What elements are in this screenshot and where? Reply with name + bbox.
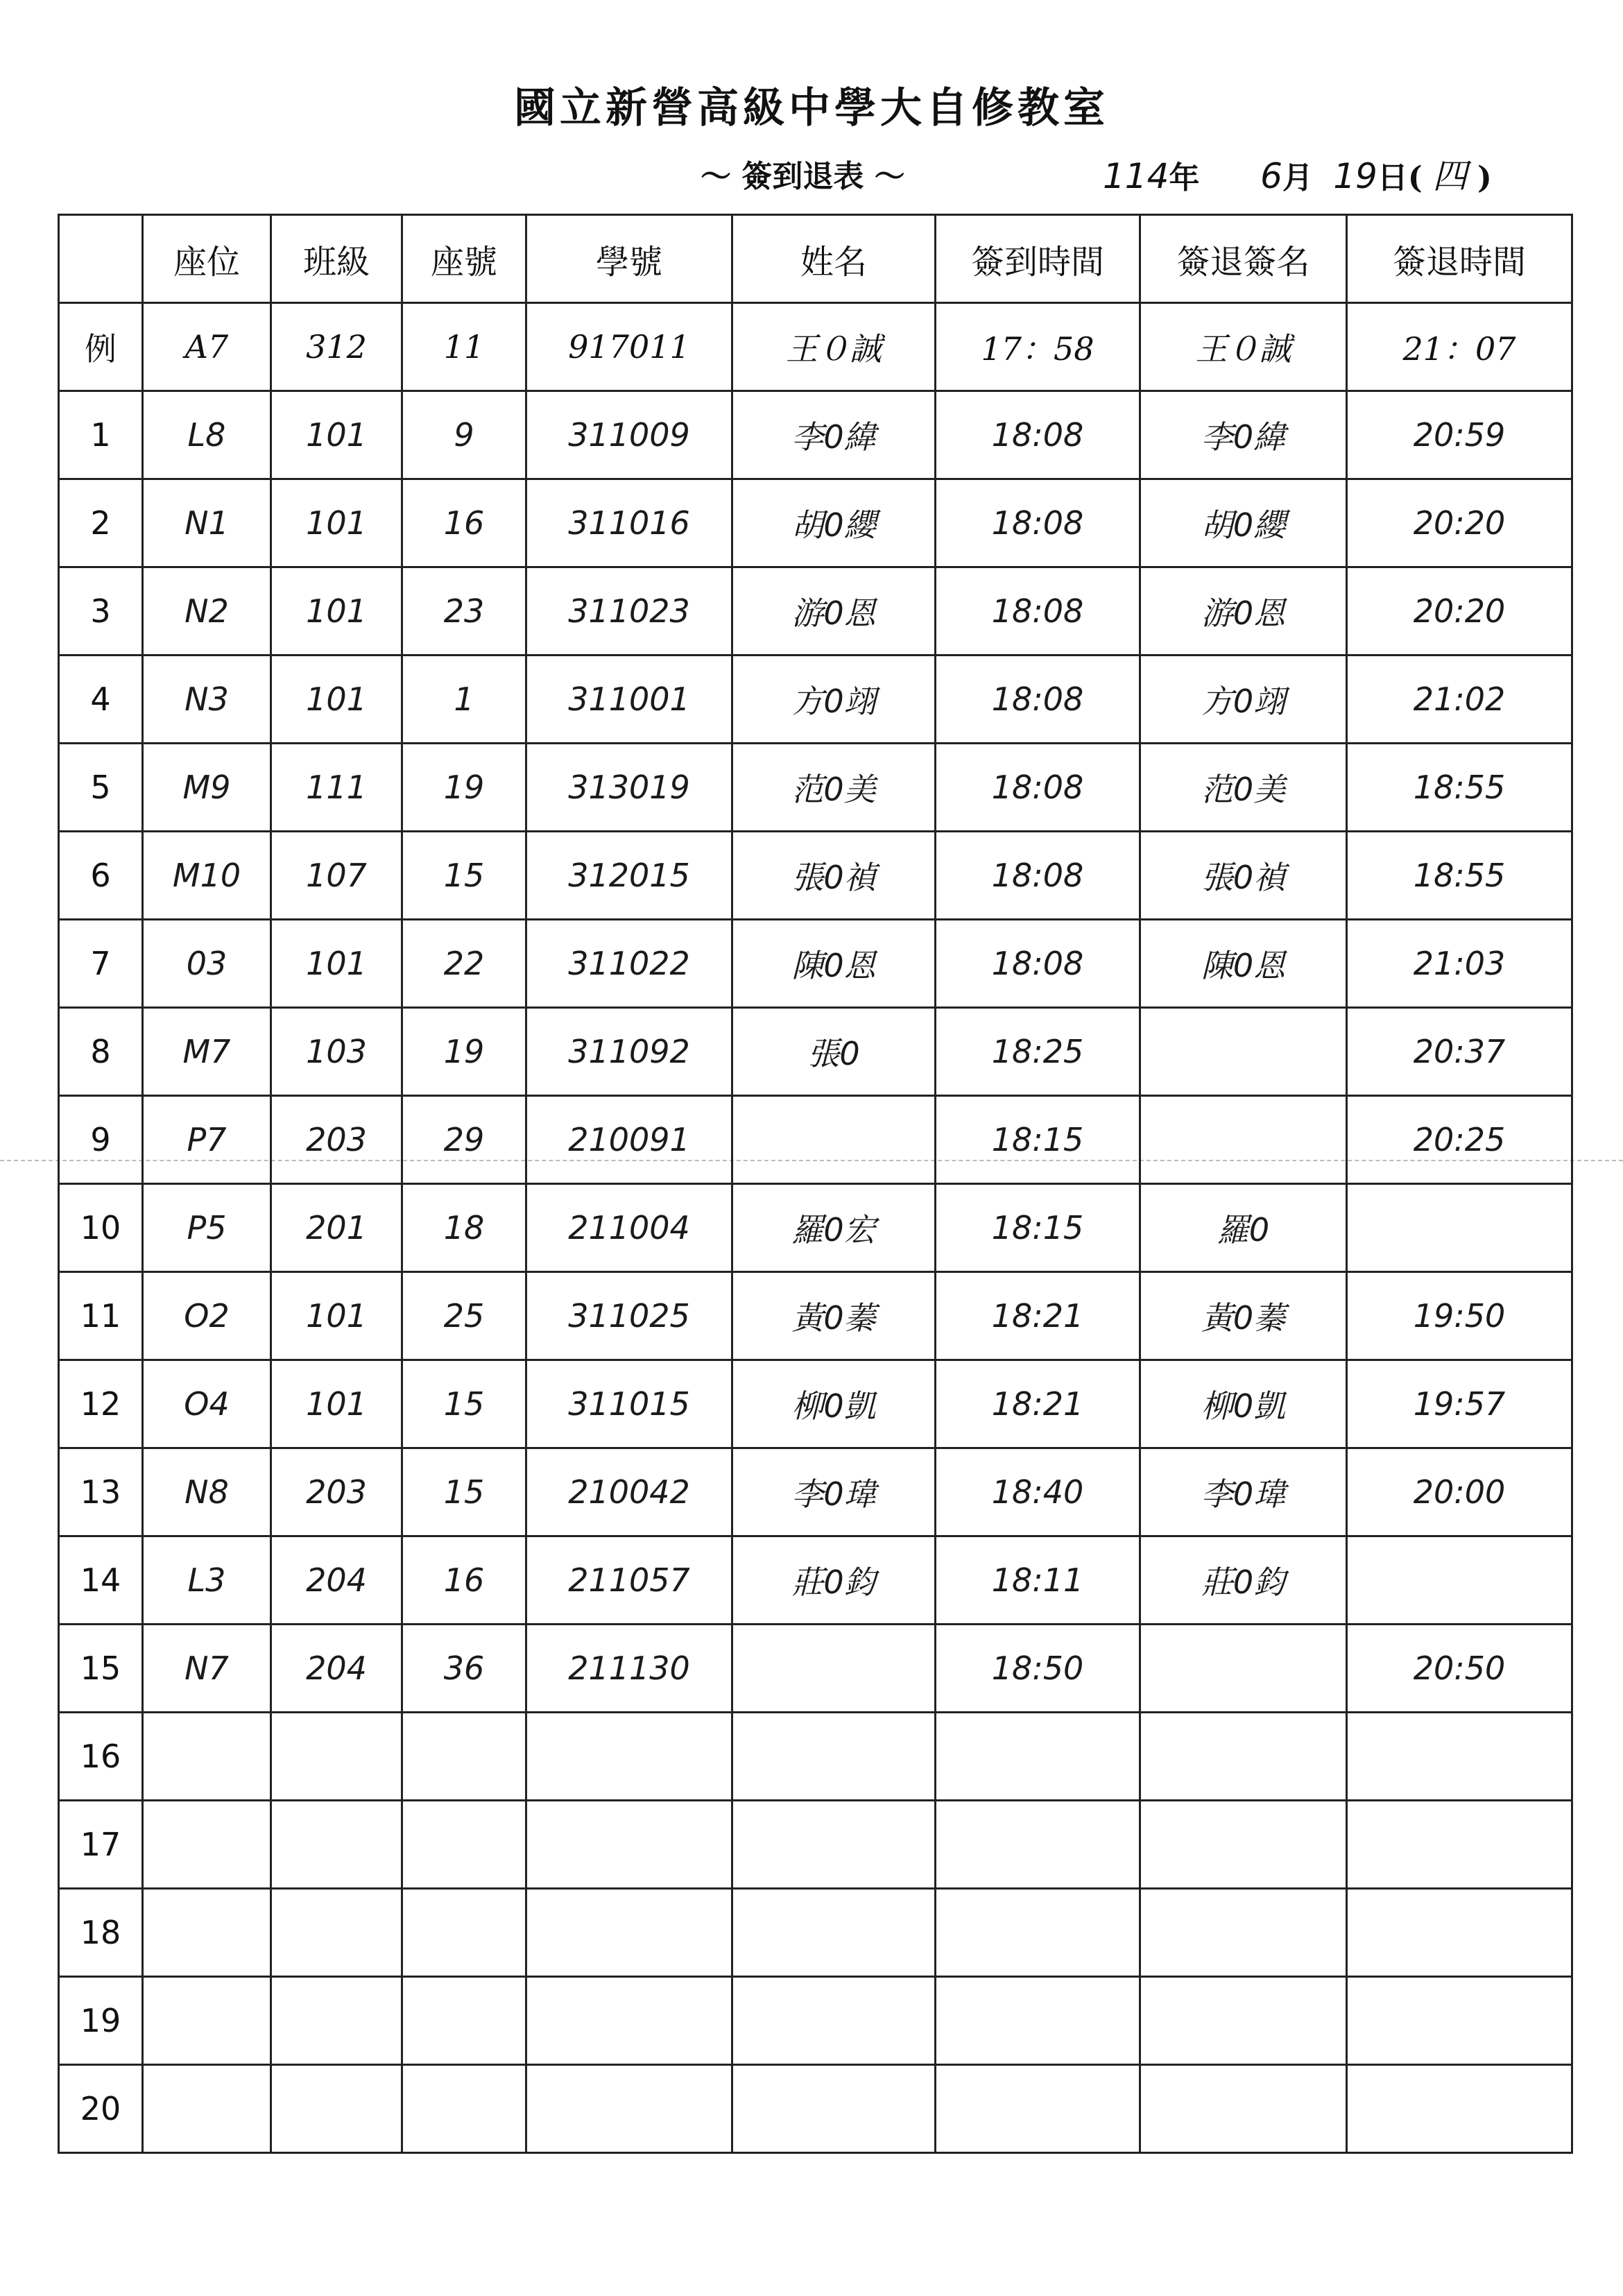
table-row xyxy=(59,1272,1572,1360)
cell-sign-out-signature: 范0美 xyxy=(1140,744,1347,832)
cell-class: 101 xyxy=(271,920,402,1008)
cell-class: 107 xyxy=(271,832,402,920)
cell-seat: L8 xyxy=(143,391,271,479)
cell-class xyxy=(271,1713,402,1801)
cell-sign-out-time: 21:03 xyxy=(1347,920,1572,1008)
cell-student-id: 313019 xyxy=(526,744,732,832)
row-number: 5 xyxy=(59,744,143,832)
cell-student-id: 311009 xyxy=(526,391,732,479)
cell-seat xyxy=(143,2065,271,2153)
cell-name: 柳0凱 xyxy=(732,1360,936,1448)
cell-seat xyxy=(143,1713,271,1801)
cell-sign-out-signature xyxy=(1140,1713,1347,1801)
cell-sign-in-time: 18:25 xyxy=(936,1008,1140,1096)
table-row xyxy=(59,1977,1572,2065)
cell-sign-out-time: 18:55 xyxy=(1347,832,1572,920)
cell-sign-out-time xyxy=(1347,1536,1572,1625)
row-number: 13 xyxy=(59,1448,143,1536)
cell-student-id xyxy=(526,1713,732,1801)
date-day: 19 xyxy=(1333,156,1377,196)
cell-seat xyxy=(143,1889,271,1977)
cell-class xyxy=(271,1801,402,1889)
table-row xyxy=(59,1008,1572,1096)
row-number: 15 xyxy=(59,1625,143,1713)
cell-class: 101 xyxy=(271,1360,402,1448)
table-row xyxy=(59,656,1572,744)
cell-name: 張0 xyxy=(732,1008,936,1096)
sign-in-sheet xyxy=(58,214,1571,2189)
cell-student-id: 311023 xyxy=(526,567,732,656)
cell-sign-in-time: 18:08 xyxy=(936,744,1140,832)
cell-sign-out-time: 20:50 xyxy=(1347,1625,1572,1713)
cell-student-id: 311022 xyxy=(526,920,732,1008)
cell-sign-out-time xyxy=(1347,1801,1572,1889)
cell-student-id: 210042 xyxy=(526,1448,732,1536)
row-number: 7 xyxy=(59,920,143,1008)
cell-sign-out-time: 21:02 xyxy=(1347,656,1572,744)
cell-class: 203 xyxy=(271,1448,402,1536)
row-number: 1 xyxy=(59,391,143,479)
cell-name: 李0緯 xyxy=(732,391,936,479)
table-row xyxy=(59,2065,1572,2153)
cell-name: 胡0纓 xyxy=(732,479,936,567)
cell-class xyxy=(271,1889,402,1977)
cell-student-id: 311001 xyxy=(526,656,732,744)
sign-in-table xyxy=(58,214,1573,2154)
cell-name: 游0恩 xyxy=(732,567,936,656)
date-year-suffix: 年 xyxy=(1169,160,1200,196)
cell-seat: N2 xyxy=(143,567,271,656)
row-number: 10 xyxy=(59,1184,143,1272)
cell-class xyxy=(271,1977,402,2065)
row-number: 3 xyxy=(59,567,143,656)
cell-seat: O4 xyxy=(143,1360,271,1448)
cell-student-id: 210091 xyxy=(526,1096,732,1184)
cell-sign-out-time: 20:59 xyxy=(1347,391,1572,479)
cell-name: 李0瑋 xyxy=(732,1448,936,1536)
cell-sign-out-time: 19:57 xyxy=(1347,1360,1572,1448)
row-number: 12 xyxy=(59,1360,143,1448)
cell-student-id xyxy=(526,1889,732,1977)
table-row xyxy=(59,567,1572,656)
header-row xyxy=(59,215,1572,303)
date-day-suffix: 日 xyxy=(1377,160,1408,196)
cell-seat xyxy=(143,1801,271,1889)
example-number: 11 xyxy=(402,303,526,391)
cell-number: 16 xyxy=(402,479,526,567)
date-month: 6 xyxy=(1260,156,1282,196)
cell-number: 29 xyxy=(402,1096,526,1184)
cell-class: 111 xyxy=(271,744,402,832)
cell-student-id: 211004 xyxy=(526,1184,732,1272)
date-line xyxy=(1103,148,1492,198)
cell-class: 204 xyxy=(271,1536,402,1625)
table-row xyxy=(59,1184,1572,1272)
row-number: 9 xyxy=(59,1096,143,1184)
cell-sign-out-signature xyxy=(1140,2065,1347,2153)
cell-number: 15 xyxy=(402,832,526,920)
cell-sign-out-time xyxy=(1347,1184,1572,1272)
cell-student-id: 312015 xyxy=(526,832,732,920)
cell-sign-out-signature: 方0翊 xyxy=(1140,656,1347,744)
cell-sign-out-time: 20:20 xyxy=(1347,567,1572,656)
cell-class: 101 xyxy=(271,567,402,656)
cell-sign-out-signature xyxy=(1140,1977,1347,2065)
column-header-number: 座號 xyxy=(402,215,526,303)
date-year: 114 xyxy=(1103,156,1169,196)
cell-number: 25 xyxy=(402,1272,526,1360)
column-header-sign-in-time: 簽到時間 xyxy=(936,215,1140,303)
column-header-seat: 座位 xyxy=(143,215,271,303)
cell-sign-in-time: 18:08 xyxy=(936,832,1140,920)
table-row xyxy=(59,1448,1572,1536)
cell-number: 19 xyxy=(402,744,526,832)
cell-sign-out-time: 20:00 xyxy=(1347,1448,1572,1536)
cell-seat: M9 xyxy=(143,744,271,832)
cell-student-id: 211057 xyxy=(526,1536,732,1625)
example-sign-in: 17：58 xyxy=(936,303,1140,391)
cell-name: 羅0宏 xyxy=(732,1184,936,1272)
row-number: 20 xyxy=(59,2065,143,2153)
cell-sign-in-time xyxy=(936,1801,1140,1889)
cell-sign-out-signature: 柳0凱 xyxy=(1140,1360,1347,1448)
cell-class: 103 xyxy=(271,1008,402,1096)
cell-sign-in-time: 18:15 xyxy=(936,1096,1140,1184)
cell-sign-out-signature xyxy=(1140,1801,1347,1889)
column-header-sign-out-time: 簽退時間 xyxy=(1347,215,1572,303)
cell-class: 101 xyxy=(271,479,402,567)
row-number: 11 xyxy=(59,1272,143,1360)
cell-sign-in-time xyxy=(936,1977,1140,2065)
cell-sign-out-signature xyxy=(1140,1096,1347,1184)
cell-seat: L3 xyxy=(143,1536,271,1625)
cell-seat: N3 xyxy=(143,656,271,744)
cell-name xyxy=(732,1889,936,1977)
cell-sign-out-signature xyxy=(1140,1625,1347,1713)
column-header-sign-out-signature: 簽退簽名 xyxy=(1140,215,1347,303)
cell-student-id xyxy=(526,2065,732,2153)
cell-number: 22 xyxy=(402,920,526,1008)
cell-sign-out-signature xyxy=(1140,1008,1347,1096)
date-weekday: 四 xyxy=(1432,156,1468,196)
column-header-class: 班級 xyxy=(271,215,402,303)
cell-class xyxy=(271,2065,402,2153)
cell-name xyxy=(732,1713,936,1801)
cell-name xyxy=(732,1801,936,1889)
cell-sign-in-time xyxy=(936,1713,1140,1801)
cell-number: 16 xyxy=(402,1536,526,1625)
cell-name: 陳0恩 xyxy=(732,920,936,1008)
cell-class: 204 xyxy=(271,1625,402,1713)
table-row xyxy=(59,391,1572,479)
cell-student-id: 311015 xyxy=(526,1360,732,1448)
cell-number: 36 xyxy=(402,1625,526,1713)
cell-student-id: 211130 xyxy=(526,1625,732,1713)
cell-number: 15 xyxy=(402,1448,526,1536)
cell-seat: P5 xyxy=(143,1184,271,1272)
example-seat: A7 xyxy=(143,303,271,391)
row-number: 17 xyxy=(59,1801,143,1889)
cell-sign-out-time: 18:55 xyxy=(1347,744,1572,832)
cell-sign-out-time: 20:37 xyxy=(1347,1008,1572,1096)
table-row xyxy=(59,1096,1572,1184)
table-row xyxy=(59,1889,1572,1977)
row-number: 2 xyxy=(59,479,143,567)
cell-sign-in-time: 18:08 xyxy=(936,479,1140,567)
cell-sign-out-signature xyxy=(1140,1889,1347,1977)
cell-sign-out-time: 19:50 xyxy=(1347,1272,1572,1360)
cell-seat: N7 xyxy=(143,1625,271,1713)
cell-seat: P7 xyxy=(143,1096,271,1184)
cell-sign-out-time xyxy=(1347,1713,1572,1801)
cell-name: 方0翊 xyxy=(732,656,936,744)
cell-class: 201 xyxy=(271,1184,402,1272)
cell-number xyxy=(402,1977,526,2065)
example-sign-out-name: 王０誠 xyxy=(1140,303,1347,391)
cell-student-id: 311016 xyxy=(526,479,732,567)
cell-sign-out-signature: 陳0恩 xyxy=(1140,920,1347,1008)
cell-student-id: 311092 xyxy=(526,1008,732,1096)
cell-sign-in-time: 18:40 xyxy=(936,1448,1140,1536)
cell-sign-out-signature: 李0瑋 xyxy=(1140,1448,1347,1536)
table-row xyxy=(59,1713,1572,1801)
cell-number xyxy=(402,1713,526,1801)
cell-sign-in-time xyxy=(936,2065,1140,2153)
cell-name xyxy=(732,2065,936,2153)
weekday-open: ( xyxy=(1407,160,1423,196)
cell-seat: O2 xyxy=(143,1272,271,1360)
cell-class: 101 xyxy=(271,391,402,479)
cell-number: 19 xyxy=(402,1008,526,1096)
row-number: 8 xyxy=(59,1008,143,1096)
table-row xyxy=(59,920,1572,1008)
cell-class: 203 xyxy=(271,1096,402,1184)
cell-student-id xyxy=(526,1977,732,2065)
cell-sign-out-signature: 羅0 xyxy=(1140,1184,1347,1272)
table-row xyxy=(59,1536,1572,1625)
cell-number: 9 xyxy=(402,391,526,479)
cell-sign-in-time: 18:21 xyxy=(936,1360,1140,1448)
cell-sign-out-time: 20:20 xyxy=(1347,479,1572,567)
cell-name: 張0禎 xyxy=(732,832,936,920)
cell-number xyxy=(402,2065,526,2153)
weekday-close: ) xyxy=(1477,160,1492,196)
cell-sign-in-time: 18:50 xyxy=(936,1625,1140,1713)
cell-sign-out-time: 20:25 xyxy=(1347,1096,1572,1184)
table-row xyxy=(59,744,1572,832)
cell-sign-in-time: 18:08 xyxy=(936,656,1140,744)
cell-seat: M10 xyxy=(143,832,271,920)
cell-name: 范0美 xyxy=(732,744,936,832)
cell-student-id: 311025 xyxy=(526,1272,732,1360)
row-number: 16 xyxy=(59,1713,143,1801)
cell-seat: N8 xyxy=(143,1448,271,1536)
example-row xyxy=(59,303,1572,391)
table-row xyxy=(59,479,1572,567)
example-name: 王０誠 xyxy=(732,303,936,391)
cell-sign-in-time: 18:21 xyxy=(936,1272,1140,1360)
cell-sign-in-time: 18:08 xyxy=(936,567,1140,656)
cell-sign-in-time: 18:15 xyxy=(936,1184,1140,1272)
cell-name xyxy=(732,1977,936,2065)
row-number: 4 xyxy=(59,656,143,744)
cell-sign-out-time xyxy=(1347,2065,1572,2153)
cell-name: 黃0蓁 xyxy=(732,1272,936,1360)
row-number: 19 xyxy=(59,1977,143,2065)
table-row xyxy=(59,832,1572,920)
example-student-id: 917011 xyxy=(526,303,732,391)
cell-class: 101 xyxy=(271,656,402,744)
cell-sign-out-signature: 莊0鈞 xyxy=(1140,1536,1347,1625)
cell-name xyxy=(732,1625,936,1713)
table-row xyxy=(59,1801,1572,1889)
date-month-suffix: 月 xyxy=(1282,160,1313,196)
table-row xyxy=(59,1360,1572,1448)
cell-class: 101 xyxy=(271,1272,402,1360)
cell-sign-out-signature: 黃0蓁 xyxy=(1140,1272,1347,1360)
cell-number: 15 xyxy=(402,1360,526,1448)
cell-seat: 03 xyxy=(143,920,271,1008)
cell-sign-in-time: 18:08 xyxy=(936,391,1140,479)
document-title: 國立新營高級中學大自修教室 xyxy=(514,84,1109,132)
column-header-index xyxy=(59,215,143,303)
cell-sign-out-signature: 李0緯 xyxy=(1140,391,1347,479)
cell-sign-in-time xyxy=(936,1889,1140,1977)
table-row xyxy=(59,1625,1572,1713)
row-number: 6 xyxy=(59,832,143,920)
cell-name xyxy=(732,1096,936,1184)
cell-number xyxy=(402,1889,526,1977)
cell-number: 23 xyxy=(402,567,526,656)
cell-seat: N1 xyxy=(143,479,271,567)
cell-name: 莊0鈞 xyxy=(732,1536,936,1625)
cell-sign-out-signature: 游0恩 xyxy=(1140,567,1347,656)
cell-sign-in-time: 18:11 xyxy=(936,1536,1140,1625)
cell-sign-in-time: 18:08 xyxy=(936,920,1140,1008)
example-label: 例 xyxy=(59,303,143,391)
cell-seat xyxy=(143,1977,271,2065)
cell-student-id xyxy=(526,1801,732,1889)
column-header-name: 姓名 xyxy=(732,215,936,303)
cell-number: 1 xyxy=(402,656,526,744)
cell-seat: M7 xyxy=(143,1008,271,1096)
example-class: 312 xyxy=(271,303,402,391)
cell-sign-out-signature: 張0禎 xyxy=(1140,832,1347,920)
cell-sign-out-time xyxy=(1347,1977,1572,2065)
cell-number xyxy=(402,1801,526,1889)
cell-number: 18 xyxy=(402,1184,526,1272)
example-sign-out: 21：07 xyxy=(1347,303,1572,391)
document-subtitle: ～ 簽到退表 ～ xyxy=(701,159,905,194)
cell-sign-out-signature: 胡0纓 xyxy=(1140,479,1347,567)
column-header-student-id: 學號 xyxy=(526,215,732,303)
row-number: 14 xyxy=(59,1536,143,1625)
row-number: 18 xyxy=(59,1889,143,1977)
cell-sign-out-time xyxy=(1347,1889,1572,1977)
